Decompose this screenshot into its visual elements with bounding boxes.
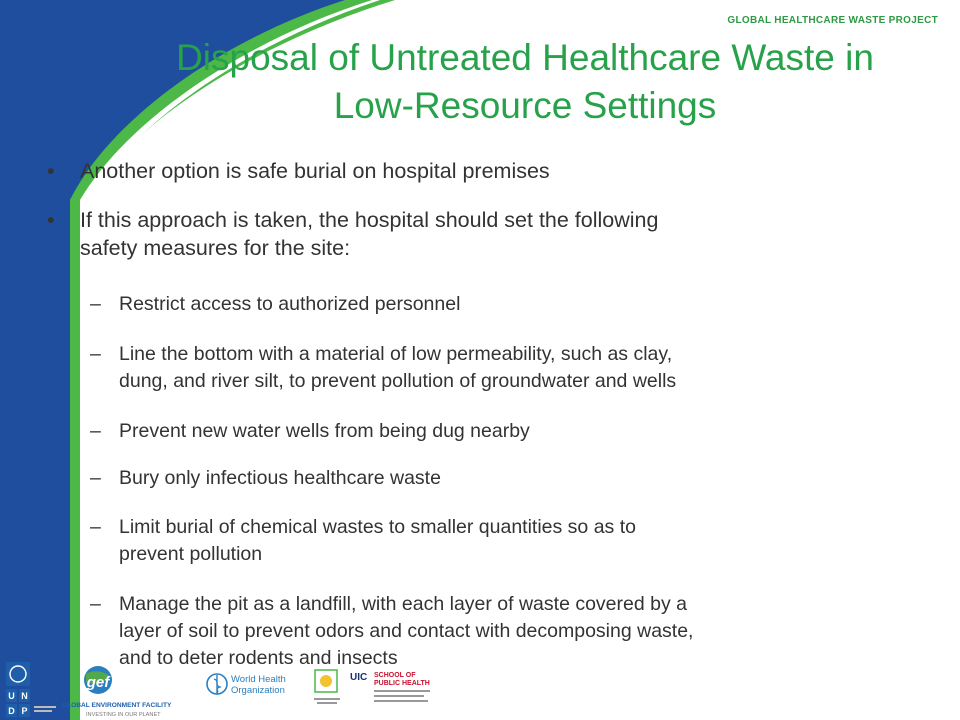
who-line-2: Organization xyxy=(231,685,285,696)
sub-bullet-marker: – xyxy=(90,293,101,315)
bullet-item xyxy=(47,157,880,185)
sub-bullet-item xyxy=(90,465,919,492)
sub-bullet-item xyxy=(90,341,919,395)
svg-text:U: U xyxy=(8,691,15,701)
gef-tagline: INVESTING IN OUR PLANET xyxy=(86,712,161,718)
svg-text:D: D xyxy=(8,706,15,716)
sub-bullet-item xyxy=(90,418,919,445)
uic-school-line-2: PUBLIC HEALTH xyxy=(374,680,430,687)
who-line-1: World Health xyxy=(231,674,286,685)
uic-logo xyxy=(350,666,450,714)
sub-bullet-text-line: and to deter rodents and insects xyxy=(119,647,398,669)
sub-bullet-text-line: dung, and river silt, to prevent pollution of groundwater and wells xyxy=(119,370,677,392)
sub-bullet-marker: – xyxy=(90,420,101,442)
svg-text:N: N xyxy=(21,691,28,701)
uic-school-line-1: SCHOOL OF xyxy=(374,672,416,679)
uic-wordmark: UIC xyxy=(350,672,368,683)
sub-bullet-text-line: Line the bottom with a material of low permeability, such as clay, xyxy=(119,343,673,365)
gef-wordmark: gef xyxy=(86,674,110,691)
bullet-text-line: safety measures for the site: xyxy=(80,236,351,260)
bullet-text-line: If this approach is taken, the hospital should set the following xyxy=(80,208,659,232)
sub-bullet-text-line: layer of soil to prevent odors and contact with decomposing waste, xyxy=(119,620,694,642)
sub-bullet-marker: – xyxy=(90,467,101,489)
sub-bullet-item xyxy=(90,514,919,568)
partner-emblem xyxy=(310,666,346,710)
who-logo xyxy=(206,670,306,706)
project-name: GLOBAL HEALTHCARE WASTE PROJECT xyxy=(727,15,938,26)
sub-bullet-marker: – xyxy=(90,516,101,538)
sub-bullet-item xyxy=(90,291,919,318)
sub-bullet-text-line: Bury only infectious healthcare waste xyxy=(119,467,441,489)
undp-logo xyxy=(6,662,60,720)
bullet-text-line: Another option is safe burial on hospital premises xyxy=(80,159,550,183)
title-line-1: Disposal of Untreated Healthcare Waste in xyxy=(176,37,874,78)
sub-bullet-text-line: Prevent new water wells from being dug nearby xyxy=(119,420,530,442)
sub-bullet-marker: – xyxy=(90,593,101,615)
gef-caption: GLOBAL ENVIRONMENT FACILITY xyxy=(62,702,172,709)
bullet-marker: • xyxy=(47,208,55,232)
title-line-2: Low-Resource Settings xyxy=(333,85,717,126)
svg-text:P: P xyxy=(21,706,28,716)
bullet-marker: • xyxy=(47,159,55,183)
sub-bullet-text-line: Restrict access to authorized personnel xyxy=(119,293,461,315)
gef-logo xyxy=(62,660,202,720)
sub-bullet-text-line: Manage the pit as a landfill, with each layer of waste covered by a xyxy=(119,593,687,615)
partner-logos xyxy=(0,656,520,720)
sub-bullet-marker: – xyxy=(90,343,101,365)
bullet-item xyxy=(47,206,880,262)
sub-bullet-text-line: Limit burial of chemical wastes to smaller quantities so as to xyxy=(119,516,636,538)
sub-bullet-text-line: prevent pollution xyxy=(119,543,263,565)
